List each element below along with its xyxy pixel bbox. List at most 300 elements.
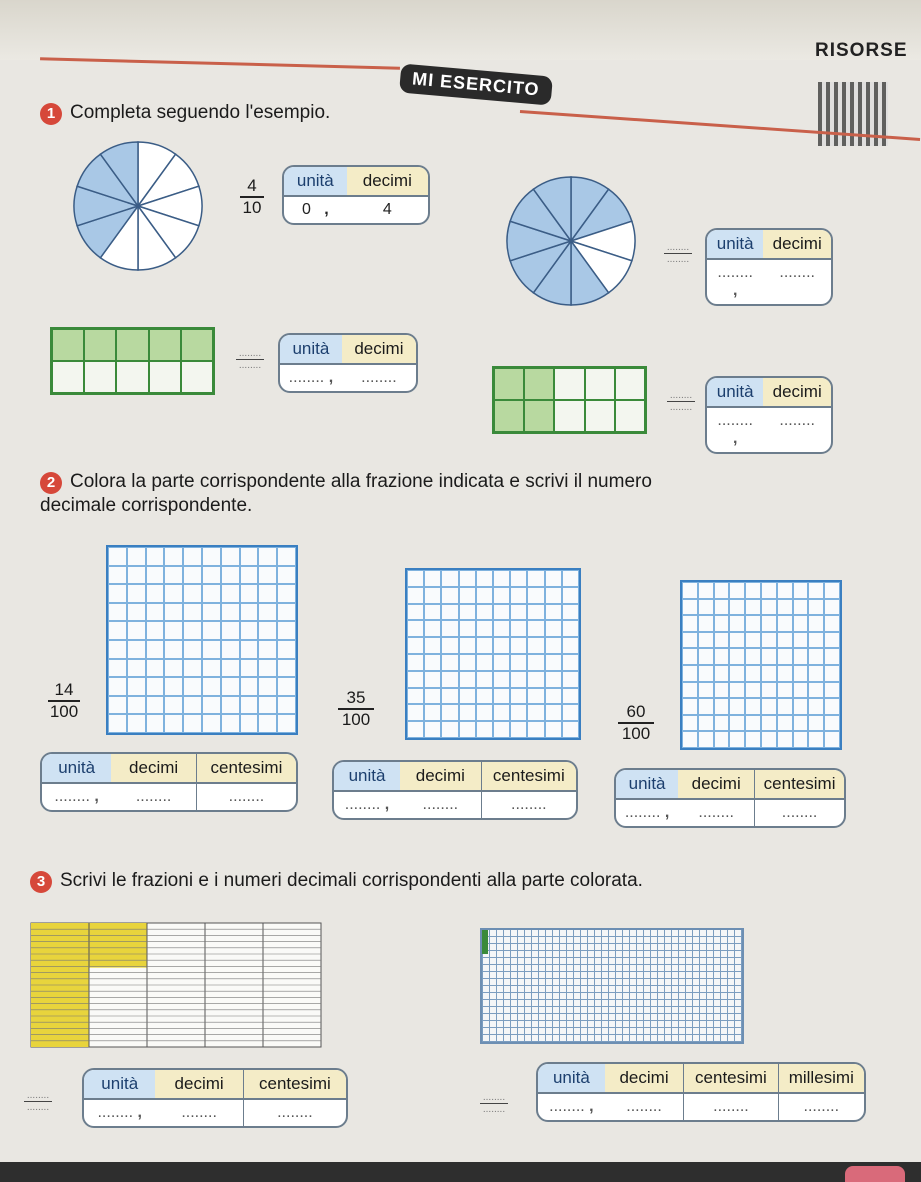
grid-cell[interactable] [562,704,579,721]
hundred-grid[interactable] [405,568,581,740]
grid-cell[interactable] [793,698,809,715]
grid-cell[interactable] [729,715,745,732]
grid-cell[interactable] [545,570,562,587]
grid-cell[interactable] [183,659,202,678]
grid-cell[interactable] [714,731,730,748]
grid-cell[interactable] [258,696,277,715]
grid-cell[interactable] [682,665,698,682]
grid-cell[interactable] [761,582,777,599]
grid-cell[interactable] [258,621,277,640]
grid-cell[interactable] [545,620,562,637]
grid-cell[interactable] [476,704,493,721]
grid-cell[interactable] [777,599,793,616]
grid-cell[interactable] [493,620,510,637]
fraction-blank[interactable]: ........ ........ [480,1092,508,1116]
grid-cell[interactable] [761,632,777,649]
grid-cell[interactable] [793,731,809,748]
grid-cell[interactable] [745,648,761,665]
grid-cell[interactable] [459,637,476,654]
grid-cell[interactable] [441,721,458,738]
grid-cell[interactable] [527,721,544,738]
grid-cell[interactable] [108,584,127,603]
grid-cell[interactable] [562,721,579,738]
grid-cell[interactable] [682,599,698,616]
grid-cell[interactable] [240,640,259,659]
grid-cell[interactable] [527,587,544,604]
grid-cell[interactable] [527,604,544,621]
grid-cell[interactable] [476,637,493,654]
grid-cell[interactable] [510,587,527,604]
grid-cell[interactable] [793,632,809,649]
grid-cell[interactable] [714,698,730,715]
grid-cell[interactable] [808,599,824,616]
grid-cell[interactable] [824,731,840,748]
grid-cell[interactable] [202,547,221,566]
grid-cell[interactable] [714,715,730,732]
grid-cell[interactable] [258,547,277,566]
grid-cell[interactable] [729,632,745,649]
grid-cell[interactable] [510,671,527,688]
grid-cell[interactable] [761,698,777,715]
grid-cell[interactable] [146,547,165,566]
grid-cell[interactable] [164,640,183,659]
grid-cell[interactable] [493,637,510,654]
grid-cell[interactable] [745,632,761,649]
grid-cell[interactable] [258,603,277,622]
grid-cell[interactable] [183,566,202,585]
grid-cell[interactable] [164,659,183,678]
grid-cell[interactable] [698,615,714,632]
grid-cell[interactable] [202,714,221,733]
grid-cell[interactable] [777,632,793,649]
grid-cell[interactable] [424,688,441,705]
input-decimi[interactable]: ........ [626,1098,662,1115]
grid-cell[interactable] [441,654,458,671]
grid-cell[interactable] [277,547,296,566]
grid-cell[interactable] [527,637,544,654]
grid-cell[interactable] [202,677,221,696]
grid-cell[interactable] [441,570,458,587]
grid-cell[interactable] [127,621,146,640]
grid-cell[interactable] [527,688,544,705]
grid-cell[interactable] [441,704,458,721]
grid-cell[interactable] [424,587,441,604]
grid-cell[interactable] [729,615,745,632]
grid-cell[interactable] [761,665,777,682]
grid-cell[interactable] [510,721,527,738]
grid-cell[interactable] [510,654,527,671]
grid-cell[interactable] [459,704,476,721]
grid-cell[interactable] [698,582,714,599]
grid-cell[interactable] [698,715,714,732]
grid-cell[interactable] [714,599,730,616]
grid-cell[interactable] [424,620,441,637]
grid-cell[interactable] [808,615,824,632]
grid-cell[interactable] [545,671,562,688]
grid-cell[interactable] [424,604,441,621]
grid-cell[interactable] [459,604,476,621]
grid-cell[interactable] [777,615,793,632]
grid-cell[interactable] [562,688,579,705]
grid-cell[interactable] [777,731,793,748]
fraction-blank[interactable]: ........ ........ [236,348,264,372]
input-unita[interactable]: ........ , [717,264,753,299]
grid-cell[interactable] [277,677,296,696]
grid-cell[interactable] [127,603,146,622]
grid-cell[interactable] [441,637,458,654]
grid-cell[interactable] [824,599,840,616]
grid-cell[interactable] [240,621,259,640]
grid-cell[interactable] [407,604,424,621]
grid-cell[interactable] [202,659,221,678]
grid-cell[interactable] [562,620,579,637]
grid-cell[interactable] [824,632,840,649]
grid-cell[interactable] [146,603,165,622]
grid-cell[interactable] [745,731,761,748]
grid-cell[interactable] [476,654,493,671]
grid-cell[interactable] [682,582,698,599]
hundred-grid[interactable] [106,545,298,735]
input-decimi[interactable]: ........ [361,369,397,386]
grid-cell[interactable] [221,603,240,622]
grid-cell[interactable] [183,584,202,603]
grid-cell[interactable] [527,704,544,721]
grid-cell[interactable] [476,587,493,604]
grid-cell[interactable] [714,682,730,699]
grid-cell[interactable] [277,584,296,603]
grid-cell[interactable] [183,621,202,640]
input-unita[interactable]: ........ , [54,788,99,805]
grid-cell[interactable] [127,584,146,603]
grid-cell[interactable] [108,714,127,733]
grid-cell[interactable] [277,566,296,585]
grid-cell[interactable] [729,582,745,599]
grid-cell[interactable] [698,632,714,649]
grid-cell[interactable] [277,696,296,715]
grid-cell[interactable] [424,654,441,671]
grid-cell[interactable] [221,621,240,640]
grid-cell[interactable] [424,704,441,721]
grid-cell[interactable] [777,715,793,732]
grid-cell[interactable] [729,665,745,682]
grid-cell[interactable] [545,688,562,705]
input-decimi[interactable]: ........ [698,804,734,821]
grid-cell[interactable] [240,714,259,733]
grid-cell[interactable] [127,659,146,678]
grid-cell[interactable] [527,570,544,587]
grid-cell[interactable] [745,715,761,732]
grid-cell[interactable] [146,640,165,659]
grid-cell[interactable] [745,682,761,699]
grid-cell[interactable] [202,696,221,715]
grid-cell[interactable] [824,682,840,699]
grid-cell[interactable] [545,604,562,621]
grid-cell[interactable] [146,714,165,733]
input-centesimi[interactable]: ........ [481,792,576,818]
grid-cell[interactable] [808,665,824,682]
grid-cell[interactable] [258,714,277,733]
grid-cell[interactable] [183,640,202,659]
grid-cell[interactable] [476,620,493,637]
grid-cell[interactable] [793,665,809,682]
grid-cell[interactable] [258,584,277,603]
grid-cell[interactable] [745,698,761,715]
grid-cell[interactable] [407,704,424,721]
grid-cell[interactable] [808,632,824,649]
grid-cell[interactable] [221,659,240,678]
grid-cell[interactable] [202,566,221,585]
grid-cell[interactable] [164,547,183,566]
grid-cell[interactable] [761,648,777,665]
grid-cell[interactable] [127,640,146,659]
grid-cell[interactable] [108,566,127,585]
grid-cell[interactable] [761,731,777,748]
grid-cell[interactable] [424,637,441,654]
grid-cell[interactable] [562,637,579,654]
grid-cell[interactable] [527,620,544,637]
grid-cell[interactable] [777,682,793,699]
grid-cell[interactable] [510,570,527,587]
grid-cell[interactable] [424,721,441,738]
grid-cell[interactable] [682,648,698,665]
grid-cell[interactable] [682,682,698,699]
grid-cell[interactable] [493,570,510,587]
grid-cell[interactable] [146,659,165,678]
grid-cell[interactable] [108,603,127,622]
input-decimi[interactable]: ........ [135,788,172,805]
grid-cell[interactable] [562,671,579,688]
grid-cell[interactable] [424,671,441,688]
grid-cell[interactable] [459,587,476,604]
grid-cell[interactable] [164,696,183,715]
input-unita[interactable]: ........ , [97,1104,142,1121]
grid-cell[interactable] [202,584,221,603]
grid-cell[interactable] [761,599,777,616]
grid-cell[interactable] [714,648,730,665]
grid-cell[interactable] [493,654,510,671]
grid-cell[interactable] [545,654,562,671]
grid-cell[interactable] [476,671,493,688]
hundred-grid[interactable] [680,580,842,750]
grid-cell[interactable] [761,715,777,732]
grid-cell[interactable] [221,677,240,696]
grid-cell[interactable] [808,648,824,665]
grid-cell[interactable] [824,665,840,682]
grid-cell[interactable] [183,696,202,715]
grid-cell[interactable] [146,677,165,696]
grid-cell[interactable] [682,615,698,632]
grid-cell[interactable] [793,682,809,699]
input-unita[interactable]: ........ , [344,796,390,813]
grid-cell[interactable] [127,696,146,715]
grid-cell[interactable] [808,698,824,715]
grid-cell[interactable] [493,587,510,604]
grid-cell[interactable] [698,698,714,715]
grid-cell[interactable] [164,621,183,640]
grid-cell[interactable] [221,547,240,566]
input-centesimi[interactable]: ........ [754,800,844,826]
fraction-blank[interactable]: ........ ........ [664,242,692,266]
grid-cell[interactable] [221,714,240,733]
input-millesimi[interactable]: ........ [778,1094,864,1120]
grid-cell[interactable] [108,547,127,566]
grid-cell[interactable] [407,570,424,587]
grid-cell[interactable] [729,599,745,616]
grid-cell[interactable] [777,665,793,682]
grid-cell[interactable] [221,640,240,659]
grid-cell[interactable] [240,603,259,622]
grid-cell[interactable] [240,547,259,566]
grid-cell[interactable] [164,677,183,696]
grid-cell[interactable] [476,604,493,621]
input-centesimi[interactable]: ........ [196,784,296,810]
grid-cell[interactable] [729,648,745,665]
grid-cell[interactable] [146,566,165,585]
grid-cell[interactable] [545,587,562,604]
grid-cell[interactable] [729,698,745,715]
grid-cell[interactable] [277,640,296,659]
fraction-blank[interactable]: ........ ........ [24,1090,52,1114]
grid-cell[interactable] [183,677,202,696]
grid-cell[interactable] [277,659,296,678]
grid-cell[interactable] [407,688,424,705]
grid-cell[interactable] [698,665,714,682]
grid-cell[interactable] [562,570,579,587]
grid-cell[interactable] [824,615,840,632]
grid-cell[interactable] [777,698,793,715]
grid-cell[interactable] [545,704,562,721]
grid-cell[interactable] [510,637,527,654]
grid-cell[interactable] [221,584,240,603]
grid-cell[interactable] [202,621,221,640]
grid-cell[interactable] [459,620,476,637]
grid-cell[interactable] [793,582,809,599]
grid-cell[interactable] [459,654,476,671]
input-decimi[interactable]: ........ [422,796,459,813]
grid-cell[interactable] [108,621,127,640]
grid-cell[interactable] [476,688,493,705]
grid-cell[interactable] [127,547,146,566]
grid-cell[interactable] [682,698,698,715]
grid-cell[interactable] [793,715,809,732]
grid-cell[interactable] [146,621,165,640]
grid-cell[interactable] [240,659,259,678]
grid-cell[interactable] [221,566,240,585]
grid-cell[interactable] [745,582,761,599]
grid-cell[interactable] [441,604,458,621]
grid-cell[interactable] [164,714,183,733]
fraction-blank[interactable]: ........ ........ [667,390,695,414]
grid-cell[interactable] [493,604,510,621]
grid-cell[interactable] [745,665,761,682]
grid-cell[interactable] [808,682,824,699]
grid-cell[interactable] [493,671,510,688]
grid-cell[interactable] [202,603,221,622]
grid-cell[interactable] [698,731,714,748]
grid-cell[interactable] [164,566,183,585]
grid-cell[interactable] [108,696,127,715]
grid-cell[interactable] [761,615,777,632]
input-unita[interactable]: ........ , [624,804,670,821]
grid-cell[interactable] [127,714,146,733]
grid-cell[interactable] [202,640,221,659]
grid-cell[interactable] [729,682,745,699]
grid-cell[interactable] [459,570,476,587]
grid-cell[interactable] [127,677,146,696]
grid-cell[interactable] [793,648,809,665]
grid-cell[interactable] [824,648,840,665]
grid-cell[interactable] [424,570,441,587]
grid-cell[interactable] [562,587,579,604]
grid-cell[interactable] [510,604,527,621]
grid-cell[interactable] [407,587,424,604]
grid-cell[interactable] [510,688,527,705]
grid-cell[interactable] [777,582,793,599]
grid-cell[interactable] [183,714,202,733]
grid-cell[interactable] [441,688,458,705]
grid-cell[interactable] [714,632,730,649]
grid-cell[interactable] [493,688,510,705]
grid-cell[interactable] [527,671,544,688]
input-centesimi[interactable]: ........ [243,1100,346,1126]
grid-cell[interactable] [164,584,183,603]
grid-cell[interactable] [824,698,840,715]
grid-cell[interactable] [258,566,277,585]
grid-cell[interactable] [441,620,458,637]
grid-cell[interactable] [441,587,458,604]
grid-cell[interactable] [108,640,127,659]
grid-cell[interactable] [493,704,510,721]
grid-cell[interactable] [240,584,259,603]
grid-cell[interactable] [407,620,424,637]
grid-cell[interactable] [493,721,510,738]
grid-cell[interactable] [459,688,476,705]
grid-cell[interactable] [793,599,809,616]
grid-cell[interactable] [277,714,296,733]
grid-cell[interactable] [808,582,824,599]
grid-cell[interactable] [221,696,240,715]
grid-cell[interactable] [277,603,296,622]
grid-cell[interactable] [714,665,730,682]
grid-cell[interactable] [240,696,259,715]
grid-cell[interactable] [729,731,745,748]
grid-cell[interactable] [407,654,424,671]
grid-cell[interactable] [127,566,146,585]
grid-cell[interactable] [682,632,698,649]
grid-cell[interactable] [824,715,840,732]
grid-cell[interactable] [240,566,259,585]
input-unita[interactable]: ........ , [288,369,334,386]
grid-cell[interactable] [545,721,562,738]
grid-cell[interactable] [562,604,579,621]
grid-cell[interactable] [682,731,698,748]
grid-cell[interactable] [108,677,127,696]
grid-cell[interactable] [545,637,562,654]
input-decimi[interactable]: ........ [779,264,815,281]
grid-cell[interactable] [476,721,493,738]
grid-cell[interactable] [108,659,127,678]
grid-cell[interactable] [698,599,714,616]
grid-cell[interactable] [258,677,277,696]
grid-cell[interactable] [745,599,761,616]
grid-cell[interactable] [407,721,424,738]
input-decimi[interactable]: ........ [181,1104,217,1121]
grid-cell[interactable] [510,620,527,637]
grid-cell[interactable] [761,682,777,699]
grid-cell[interactable] [407,671,424,688]
grid-cell[interactable] [698,648,714,665]
grid-cell[interactable] [527,654,544,671]
